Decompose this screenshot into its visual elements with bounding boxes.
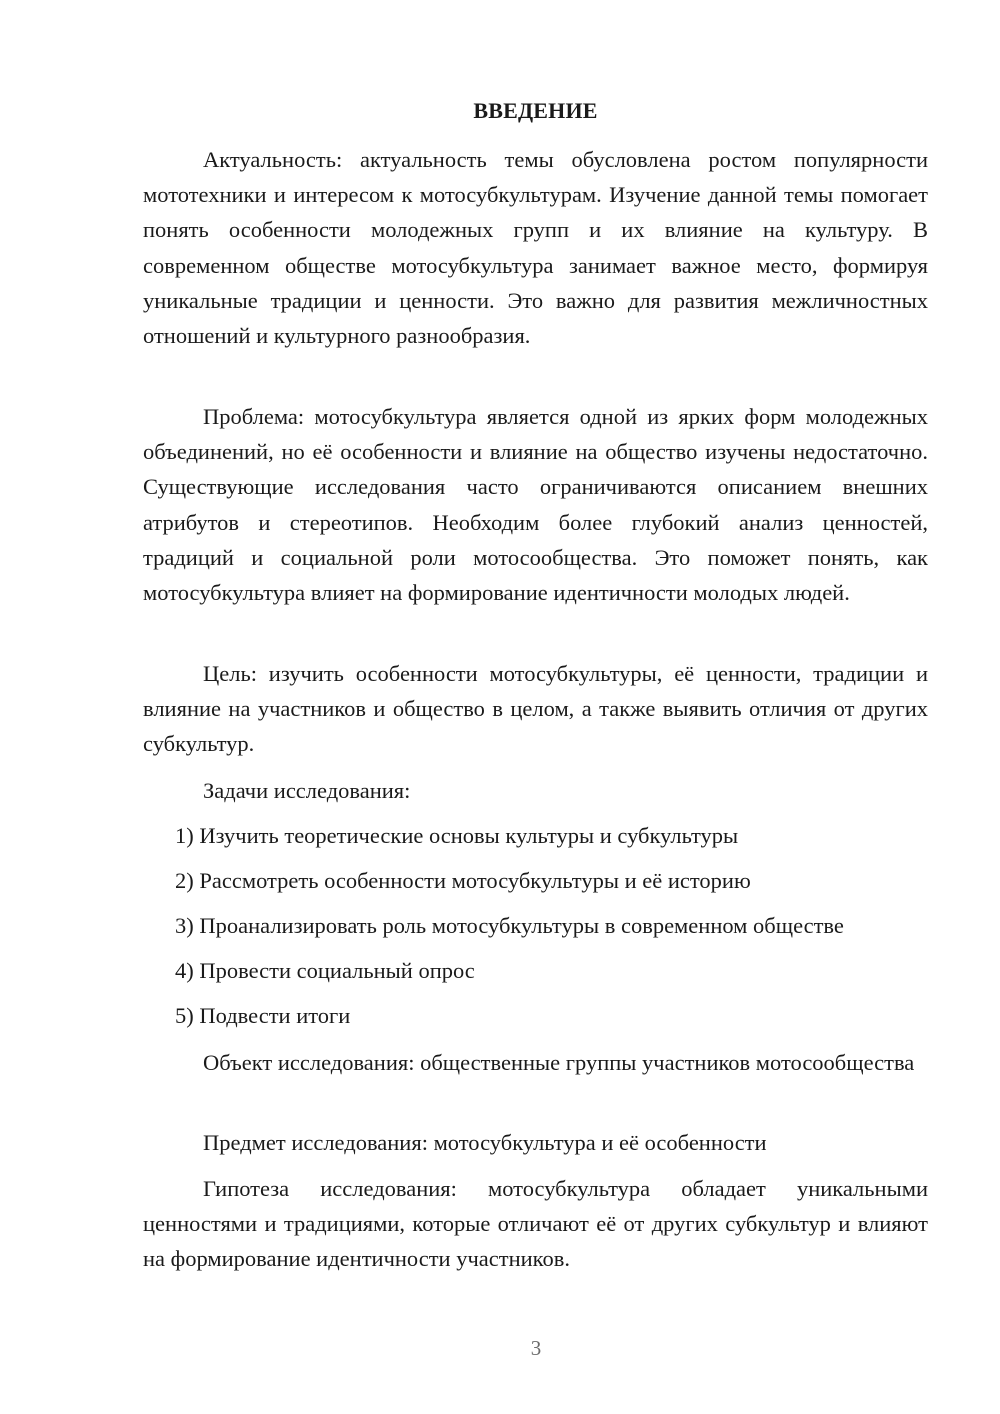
task-item: 3) Проанализировать роль мотосубкультуры в современном обществе [175, 913, 844, 938]
tasks-heading: Задачи исследования: [203, 778, 411, 803]
task-item: 4) Провести социальный опрос [175, 958, 475, 983]
page-number: 3 [530, 1336, 542, 1360]
page-title: ВВЕДЕНИЕ [473, 98, 598, 123]
paragraph-relevance: Актуальность: актуальность темы обусловлена ростом популярности мототехники и интересом к мотосубкультурам. Изучение данной темы помогает понять особенности молодежных групп и их влияние на культуру. В современном обществе мотосубкультура занимает важное место, формируя уникальные традиции и ценности. Это важно для развития межличностных отношений и культурного разнообразия. [143, 147, 928, 349]
task-item: 1) Изучить теоретические основы культуры и субкультуры [175, 823, 739, 848]
paragraph-subject: Предмет исследования: мотосубкультура и её особенности [203, 1130, 767, 1155]
paragraph-hypothesis: Гипотеза исследования: мотосубкультура обладает уникальными ценностями и традициями, которые отличают её от других субкультур и влияют на формирование идентичности участников. [143, 1176, 928, 1272]
paragraph-problem: Проблема: мотосубкультура является одной из ярких форм молодежных объединений, но её особенности и влияние на общество изучены недостаточно. Существующие исследования часто ограничиваются описанием внешних атрибутов и стереотипов. Необходим более глубокий анализ ценностей, традиций и социальной роли мотосообщества. Это поможет понять, как мотосубкультура влияет на формирование идентичности молодых людей. [143, 404, 928, 606]
task-item: 2) Рассмотреть особенности мотосубкультуры и её историю [175, 868, 751, 893]
paragraph-object: Объект исследования: общественные группы участников мотосообщества [203, 1050, 915, 1075]
task-item: 5) Подвести итоги [175, 1003, 351, 1028]
paragraph-goal: Цель: изучить особенности мотосубкультуры, её ценности, традиции и влияние на участников и общество в целом, а также выявить отличия от других субкультур. [143, 661, 928, 757]
